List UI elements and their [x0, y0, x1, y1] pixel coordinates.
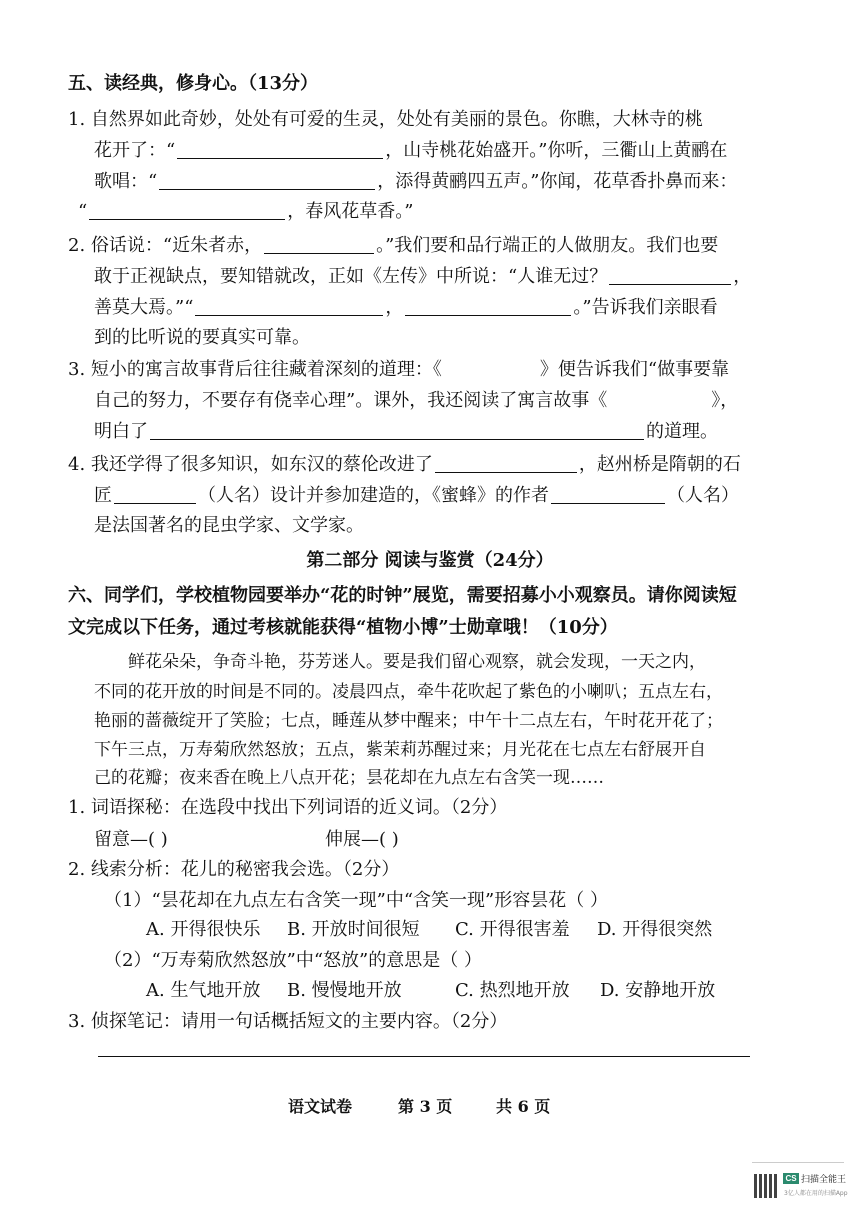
q3-text: 的道理。	[646, 421, 718, 442]
q3-text: 》便告诉我们“做事要靠	[539, 359, 730, 380]
q2-text: ，	[385, 297, 404, 318]
answer-blank[interactable]	[195, 297, 383, 316]
s6-q2: 2. 线索分析：花儿的秘密我会选。（2分）	[68, 859, 400, 880]
passage-line: 鲜花朵朵，争奇斗艳，芬芳迷人。要是我们留心观察，就会发现，一天之内，	[128, 652, 706, 672]
s6-q2-sub2[interactable]: （2）“万寿菊欣然怒放”中“怒放”的意思是（ ）	[104, 950, 482, 971]
q1-line2	[94, 139, 727, 163]
q2-line2	[94, 265, 751, 289]
scanner-badge: CS	[783, 1173, 799, 1184]
s6-q1: 1. 词语探秘：在选段中找出下列词语的近义词。（2分）	[68, 797, 508, 818]
q1-text: ，添得黄鹂四五声。”你闻，花草香扑鼻而来：	[377, 171, 738, 192]
answer-blank[interactable]	[150, 421, 644, 440]
passage-line: 不同的花开放的时间是不同的。凌晨四点，牵牛花吹起了紫色的小喇叭；五点左右，	[94, 682, 723, 702]
answer-blank[interactable]	[264, 235, 374, 254]
option-a[interactable]: A. 开得很快乐	[146, 919, 261, 940]
answer-blank[interactable]	[551, 485, 665, 504]
footer-total: 共 6 页	[496, 1097, 551, 1116]
q2-text: 2. 俗话说：“近朱者赤，	[68, 235, 263, 256]
q4-text: ，赵州桥是隋朝的石	[578, 454, 741, 475]
q1-line1: 1. 自然界如此奇妙，处处有可爱的生灵，处处有美丽的景色。你瞧，大林寺的桃	[68, 109, 703, 130]
answer-blank[interactable]	[159, 171, 375, 190]
passage-line: 己的花瓣；夜来香在晚上八点开花；昙花却在九点左右含笑一现……	[94, 768, 604, 788]
option-c[interactable]: C. 热烈地开放	[455, 980, 570, 1001]
answer-blank[interactable]	[405, 297, 571, 316]
q2-line3	[94, 296, 718, 320]
q1-text: ，山寺桃花始盛开。”你听，三衢山上黄鹂在	[385, 140, 728, 161]
answer-blank[interactable]	[177, 140, 383, 159]
qr-code-icon	[754, 1174, 778, 1198]
option-b[interactable]: B. 开放时间很短	[287, 919, 420, 940]
q4-line2	[94, 484, 739, 508]
s6-q1-item2[interactable]: 伸展—( )	[325, 829, 399, 850]
q3-text: 》，	[711, 390, 739, 411]
q4-text: 4. 我还学得了很多知识，如东汉的蔡伦改进了	[68, 454, 433, 475]
q1-line4	[78, 200, 413, 224]
q3-line1	[68, 358, 729, 382]
q2-text: ，	[733, 266, 752, 287]
q1-line3	[94, 170, 737, 194]
option-b[interactable]: B. 慢慢地开放	[287, 980, 402, 1001]
answer-line[interactable]	[98, 1056, 750, 1057]
section6-intro-line2: 文完成以下任务，通过考核就能获得“植物小博”士勋章哦！（10分）	[68, 617, 618, 638]
option-a[interactable]: A. 生气地开放	[146, 980, 261, 1001]
s6-q3: 3. 侦探笔记：请用一句话概括短文的主要内容。（2分）	[68, 1011, 508, 1032]
q2-text: 敢于正视缺点，要知错就改，正如《左传》中所说：“人谁无过？	[94, 266, 608, 287]
scanner-subtitle: 3亿人都在用的扫描App	[784, 1190, 848, 1197]
option-d[interactable]: D. 安静地开放	[600, 980, 716, 1001]
q2-text: 善莫大焉。”“	[94, 297, 194, 318]
passage-line: 下午三点，万寿菊欣然怒放；五点，紫茉莉苏醒过来；月光花在七点左右舒展开自	[94, 740, 706, 760]
answer-blank[interactable]	[89, 201, 285, 220]
q2-line4: 到的比听说的要真实可靠。	[94, 327, 310, 348]
passage-line: 艳丽的蔷薇绽开了笑脸；七点，睡莲从梦中醒来；中午十二点左右，午时花开花了；	[94, 711, 723, 731]
q3-text: 明白了	[94, 421, 148, 442]
q3-line2	[94, 389, 738, 413]
answer-blank[interactable]	[114, 485, 196, 504]
q2-text: 。”我们要和品行端正的人做朋友。我们也要	[376, 235, 719, 256]
section6-intro-line1: 六、同学们，学校植物园要举办“花的时钟”展览，需要招募小小观察员。请你阅读短	[68, 585, 737, 606]
footer-page: 第 3 页	[398, 1097, 453, 1116]
section5-heading: 五、读经典，修身心。（13分）	[68, 73, 319, 94]
q1-text: ，春风花草香。”	[287, 201, 414, 222]
q1-text: “	[78, 201, 88, 222]
q4-text: （人名）设计并参加建造的，《蜜蜂》的作者	[198, 485, 549, 506]
answer-blank[interactable]	[609, 266, 731, 285]
q2-text: 。”告诉我们亲眼看	[573, 297, 718, 318]
q1-text: 花开了：“	[94, 140, 176, 161]
option-d[interactable]: D. 开得很突然	[597, 919, 713, 940]
scanner-title: 扫描全能王	[801, 1175, 847, 1185]
s6-q2-sub1[interactable]: （1）“昙花却在九点左右含笑一现”中“含笑一现”形容昙花（ ）	[104, 890, 608, 911]
q3-line3	[94, 420, 718, 444]
s6-q1-item1[interactable]: 留意—( )	[94, 829, 168, 850]
option-c[interactable]: C. 开得很害羞	[455, 919, 570, 940]
q4-line3: 是法国著名的昆虫学家、文学家。	[94, 515, 364, 536]
q4-text: （人名）	[667, 485, 739, 506]
part2-title: 第二部分 阅读与鉴赏（24分）	[306, 550, 554, 571]
q3-text: 自己的努力，不要存有侥幸心理”。课外，我还阅读了寓言故事《	[94, 390, 608, 411]
answer-blank[interactable]	[435, 454, 577, 473]
q3-text: 3. 短小的寓言故事背后往往藏着深刻的道理：《	[68, 359, 442, 380]
footer-subject: 语文试卷	[288, 1097, 353, 1116]
q2-line1	[68, 234, 718, 258]
q4-text: 匠	[94, 485, 112, 506]
q1-text: 歌唱：“	[94, 171, 158, 192]
q4-line1	[68, 453, 741, 477]
